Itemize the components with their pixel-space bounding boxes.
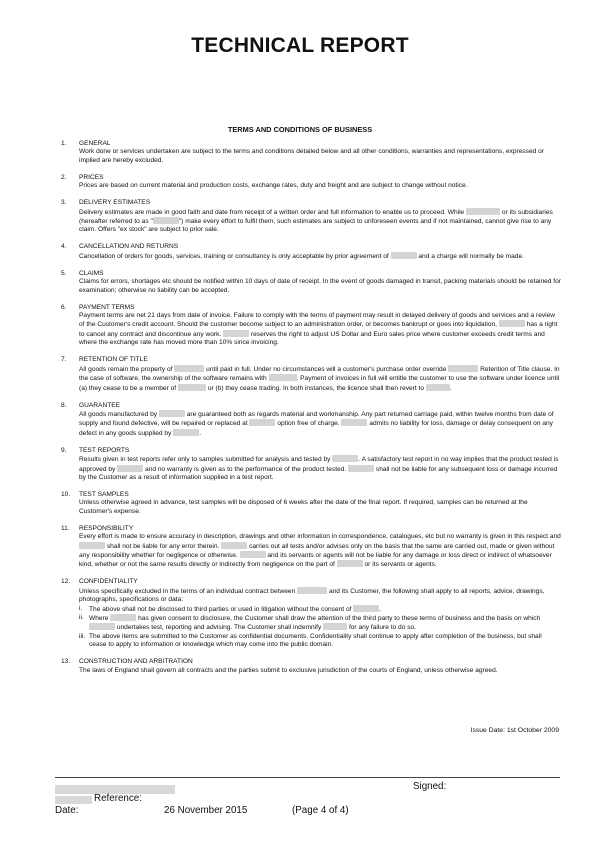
clause-number: 11. — [61, 524, 70, 532]
clause-number: 4. — [61, 243, 67, 251]
redaction — [223, 330, 249, 337]
clause-text — [79, 587, 561, 605]
clause-text-part: are guaranteed both as regards material and workmanship. Any part returned carriage paid, within twelve months from date of supply and found defective, will be repaired or replaced at — [79, 410, 554, 428]
redaction — [337, 560, 363, 567]
clause-text: Unless otherwise agreed in advance, test samples will be disposed of 6 weeks after the date of the final report. If required, samples can be returned at the Customer's expense. — [79, 499, 528, 515]
clause-text-part: Delivery estimates are made in good faith and date from receipt of a written order and full information to enable us to proceed. While — [79, 208, 465, 216]
clause-text-part: Retention of Title clause. In the case of software, the ownership of the software remains with — [79, 365, 560, 383]
date-value: 26 November 2015 — [164, 805, 248, 816]
clause-heading: PRICES — [79, 173, 104, 181]
redaction — [89, 623, 115, 630]
clause-text — [79, 312, 561, 348]
page-number: (Page 4 of 4) — [292, 805, 349, 816]
clause-number: 7. — [61, 356, 67, 364]
clause-text-part: or (b) they cease trading. In both instances, the licence shall then revert to — [207, 384, 425, 392]
clause-heading: PAYMENT TERMS — [79, 303, 135, 311]
clause-text-part: Every effort is made to ensure accuracy in description, drawings and other information in correspondence, catalogues, etc but no warranty is given in this respect and — [79, 533, 561, 541]
clause-responsibility — [61, 525, 561, 570]
clause-text-part: shall not be liable for any subsequent loss or damage incurred by the Customer as a result of information supplied in a test report. — [79, 465, 558, 481]
section-heading: TERMS AND CONDITIONS OF BUSINESS — [227, 125, 373, 134]
clause-number: 8. — [61, 401, 67, 409]
clause-text-part: . Payment of invoices in full will entitle the customer to use the software under licence until (a) they cease to be a member of — [79, 375, 560, 392]
redaction — [323, 623, 347, 630]
sub-item-number: ii. — [79, 614, 84, 621]
clause-text: Prices are based on current material and production costs, exchange rates, duty and freight and are subject to change without notice. — [79, 182, 468, 190]
sub-item-text: for any failure to do so. — [348, 624, 417, 632]
redaction — [269, 374, 297, 381]
redaction — [174, 365, 204, 372]
clause-text-part: shall not be liable for any error therein. — [106, 542, 220, 550]
signed-label: Signed: — [413, 781, 447, 792]
sub-item-text: undertakes test, reporting and advising. The Customer shall indemnify — [116, 624, 322, 632]
footer-divider — [55, 777, 560, 778]
clause-heading: TEST REPORTS — [79, 446, 130, 454]
redaction — [110, 614, 136, 621]
clause-text-part: Cancellation of orders for goods, services, training or consultancy is only acceptable by prior agreement of — [79, 252, 389, 260]
clause-text — [79, 252, 561, 261]
clause-text — [79, 365, 561, 393]
redaction — [353, 605, 382, 613]
clause-test-samples — [61, 491, 561, 516]
date-label: Date: — [55, 805, 79, 816]
confidentiality-sub-item — [79, 605, 561, 614]
clause-heading: CLAIMS — [79, 269, 104, 277]
clause-heading: GENERAL — [79, 140, 111, 147]
confidentiality-sub-item — [79, 614, 561, 633]
redaction — [159, 410, 185, 417]
clause-text-part: admits no liability for loss, damage or delay consequent on any defect in any goods supplied by — [79, 420, 553, 437]
redaction — [117, 465, 143, 472]
redaction — [499, 320, 525, 327]
clause-text-part: reserves the right to adjust US Dollar and Euro sales price where customer exceeds credit terms and where the exchange rate has moved more than 10% since invoicing. — [79, 330, 545, 347]
clause-text-part: Payment terms are net 21 days from date of invoice. Failure to comply with the terms of payment may result in delayed delivery of goods and services and a review of the Customer's credit account. Should the customer become subject to an administration order, or becomes bankrupt or goes into liquidation, — [79, 312, 556, 329]
redaction — [297, 587, 327, 594]
clause-text-part: and its servants or agents will not be liable for any damage or loss direct or indirect of whatsoever kind, whether or not the same results directly or indirectly from negligence on the part of — [79, 551, 552, 569]
redaction — [348, 465, 374, 472]
clause-text: The laws of England shall govern all contracts and the parties submit to exclusive jurisdiction of the courts of England, unless otherwise agreed. — [79, 666, 498, 674]
clause-text-part: or its servants or agents. — [364, 561, 437, 569]
clause-text-part: and a charge will normally be made. — [418, 252, 524, 260]
redaction — [173, 429, 202, 437]
clause-text-part: ") make every effort to fulfil them, such estimates are subject to unforeseen events and if not maintained, cannot give rise to any claim. Offers "ex stock" are subject to prior sale. — [79, 218, 552, 234]
clause-test-reports — [61, 447, 561, 483]
clause-number: 6. — [61, 303, 67, 311]
redaction — [249, 419, 275, 426]
clause-text: Claims for errors, shortages etc should be notified within 10 days of date of receipt. In the event of goods damaged in transit, packing materials should be retained for examination; otherwise no liability can be accepted. — [79, 278, 561, 294]
reference-label: Reference: — [94, 793, 142, 804]
redaction — [391, 252, 417, 259]
clause-text — [79, 410, 561, 438]
redaction — [332, 455, 358, 462]
redaction — [221, 542, 247, 549]
clause-text-part: has a right to cancel any contract and discontinue any work. — [79, 321, 558, 338]
sub-item-number: iii. — [79, 632, 86, 640]
redaction — [153, 217, 179, 224]
clause-claims — [61, 270, 561, 295]
sub-item-text: Where — [89, 615, 109, 622]
clause-cancellation — [61, 243, 561, 261]
clause-heading: GUARANTEE — [79, 401, 121, 409]
clauses-list — [61, 140, 561, 684]
redaction — [240, 551, 266, 558]
clause-heading: DELIVERY ESTIMATES — [79, 199, 151, 207]
clause-heading: CONSTRUCTION AND ARBITRATION — [79, 658, 193, 666]
page-title: TECHNICAL REPORT — [191, 34, 409, 57]
clause-number: 1. — [61, 140, 67, 147]
clause-guarantee — [61, 402, 561, 439]
redaction — [466, 208, 500, 215]
clause-text-part: Unless specifically excluded in the terms of an individual contract between — [79, 587, 296, 595]
clause-number: 9. — [61, 446, 67, 454]
clause-number: 5. — [61, 269, 67, 277]
clause-text-part: or its subsidiaries (hereafter referred to as — [79, 208, 553, 226]
clause-text — [79, 455, 561, 482]
clause-text-part: Results given in test reports refer only to samples submitted for analysis and tested by — [79, 456, 331, 464]
clause-confidentiality — [61, 578, 561, 649]
clause-text-part: and no warranty is given as to the performance of the product tested. — [144, 465, 347, 473]
sub-item-text: The above shall not be disclosed to third parties or used in litigation without the consent of — [89, 605, 352, 613]
sub-item-text: has given consent to disclosure, the Customer shall draw the attention of the third party to these terms of business and the basis on which — [138, 615, 541, 622]
clause-heading: CONFIDENTIALITY — [79, 578, 138, 586]
clause-text-part: option free of charge. — [277, 420, 340, 428]
issue-date: Issue Date: 1st October 2009 — [470, 727, 559, 734]
clause-number: 3. — [61, 199, 67, 207]
clause-number: 2. — [61, 173, 67, 181]
clause-number: 13. — [61, 658, 71, 666]
clause-text-part: and its Customer, the following shall apply to all reports, advice, drawings, photographs, specifications or data: — [79, 587, 545, 604]
clause-text-part: until paid in full. Under no circumstances will a customer's purchase order override — [206, 365, 447, 373]
sub-item-text: . — [379, 605, 382, 613]
clause-text-part: . — [449, 384, 452, 392]
clause-heading: TEST SAMPLES — [79, 490, 129, 498]
clause-heading: RETENTION OF TITLE — [79, 356, 148, 364]
confidentiality-sub-item — [79, 633, 561, 650]
clause-text: Work done or services undertaken are subject to the terms and conditions detailed below and all other conditions, warranties and representations, expressed or implied are hereby excluded. — [79, 148, 545, 164]
clause-number: 12. — [61, 578, 71, 586]
clause-heading: RESPONSIBILITY — [79, 524, 134, 532]
clause-retention-of-title — [61, 356, 561, 393]
clause-text: Delivery estimates are made in good faith and date from receipt of a written order and full information to enable us to proceed. While or its subsidiaries (hereafter referred to as " ") make every effort to fulfil them, such estimates are subject to unforeseen events and if not maintained, cannot give rise to any claim. Offers "ex stock" are subject to prior sale. — [79, 208, 553, 234]
clause-text-part: . A satisfactory test report in no way implies that the product tested is approved by — [79, 456, 559, 473]
redaction — [178, 384, 206, 391]
clause-text — [79, 533, 561, 570]
clause-text-part: . — [199, 429, 202, 437]
clause-prices — [61, 174, 561, 191]
clause-text-part: All goods remain the property of — [79, 365, 173, 373]
clause-delivery-estimates — [61, 199, 561, 235]
clause-payment-terms — [61, 304, 561, 348]
clause-construction-arbitration — [61, 658, 561, 675]
redaction — [79, 542, 105, 549]
clause-number: 10. — [61, 490, 71, 498]
clause-text-part: All goods manufactured by — [79, 410, 158, 418]
redaction — [426, 384, 450, 391]
clause-heading: CANCELLATION AND RETURNS — [79, 243, 179, 251]
redaction — [55, 796, 92, 804]
clause-general — [61, 140, 561, 165]
clause-text-part: carries out all tests and/or advises only on the basis that the same are carried out, made or given without any responsibility whether for negligence or otherwise. — [79, 542, 555, 559]
redaction — [341, 419, 367, 426]
redaction — [448, 365, 478, 372]
sub-item-text: The above items are submitted to the Customer as confidential documents. Confidentiality shall continue to apply after completion of the business, but shall cease to apply to information or knowledge which may come into the public domain. — [89, 632, 542, 649]
sub-item-number: i. — [79, 604, 83, 612]
